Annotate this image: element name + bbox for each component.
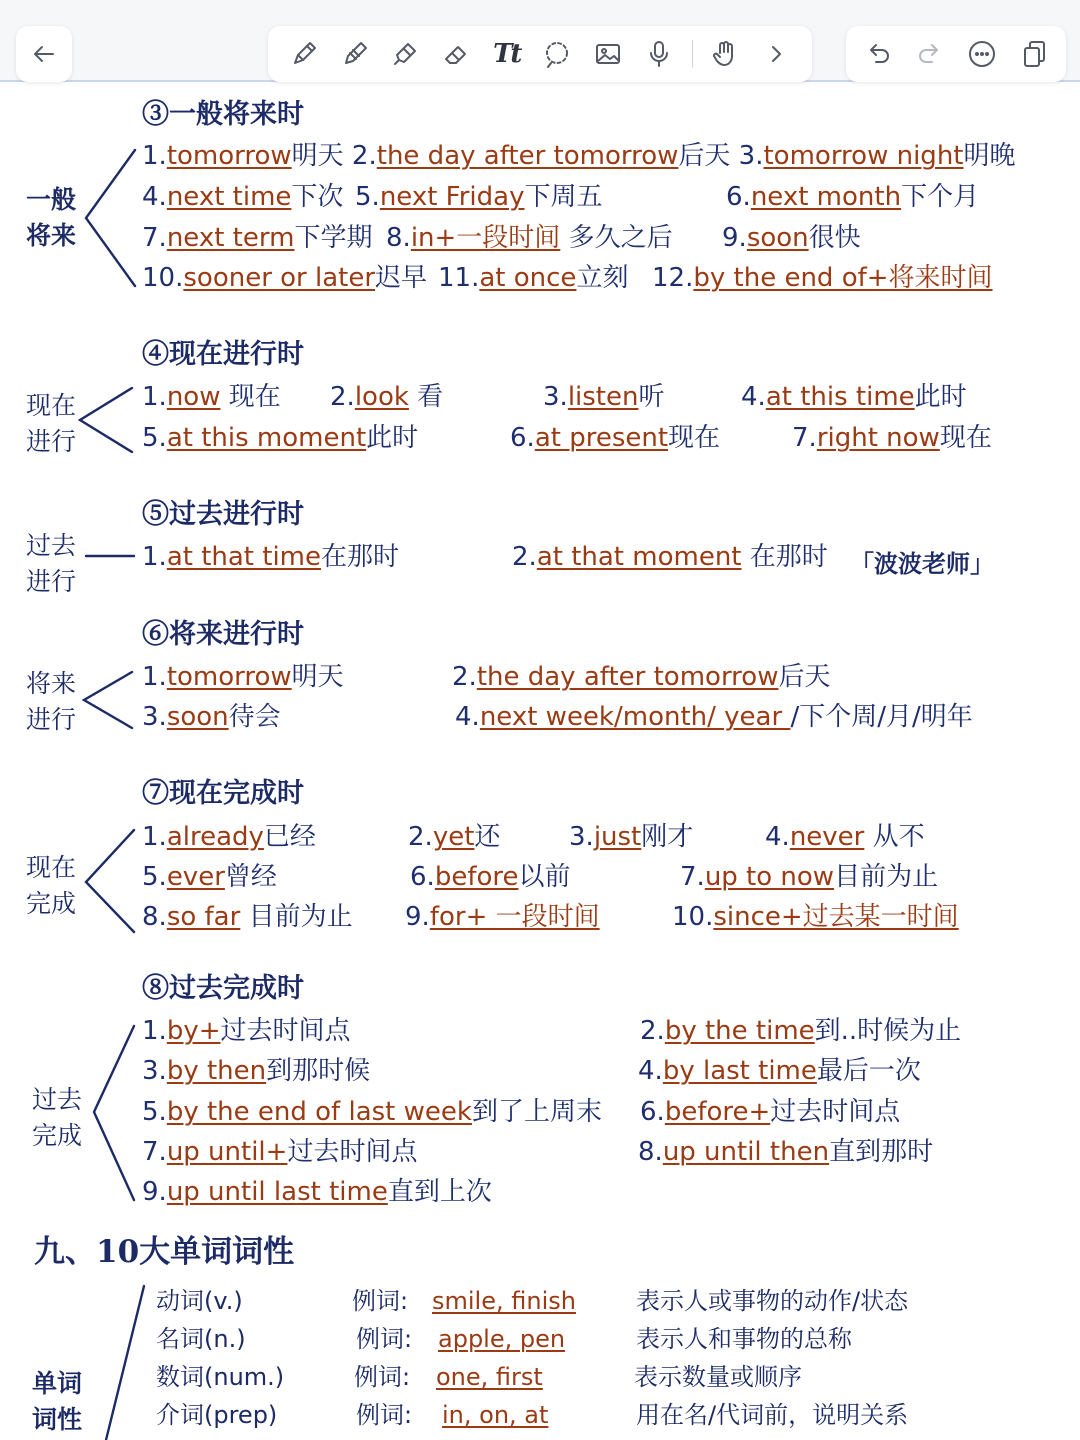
phrase: at that time	[166, 542, 322, 572]
side-label-future-simple	[26, 182, 86, 254]
phrase: look	[354, 382, 409, 412]
item-number: 2.	[512, 542, 537, 572]
item-past-perfect-9	[142, 1175, 492, 1209]
phrase: soon	[166, 702, 229, 732]
side-label-past-continuous	[26, 528, 86, 600]
meaning: 在那时	[741, 542, 828, 572]
meaning: 下周五	[524, 182, 603, 212]
pos-description: 用在名/代词前，说明关系	[636, 1401, 909, 1429]
pen-icon[interactable]	[286, 36, 322, 72]
meaning: 直到那时	[829, 1137, 934, 1167]
text-tool-icon[interactable]	[489, 36, 525, 72]
brace-present-perfect	[82, 828, 138, 934]
item-number: 4.	[741, 382, 766, 412]
item-past-perfect-3	[142, 1054, 370, 1088]
meaning: 最后一次	[816, 1056, 921, 1086]
pos-example	[432, 1285, 576, 1317]
eraser-icon[interactable]	[438, 36, 474, 72]
item-past-perfect-2	[640, 1014, 961, 1048]
meaning: 后天	[778, 662, 831, 692]
phrase: soon	[746, 223, 809, 253]
item-number: 6.	[640, 1097, 665, 1127]
phrase: by the end of last week	[166, 1097, 472, 1127]
item-number: 9.	[722, 223, 747, 253]
phrase-tomorrow-night: tomorrow night	[763, 141, 964, 171]
side-label-line: 现在	[26, 391, 77, 420]
pos-name: 介词(prep)	[156, 1401, 278, 1429]
pos-example	[438, 1323, 565, 1355]
phrase: sooner or later	[183, 263, 376, 293]
item-future-cont-3	[142, 700, 281, 734]
item-past-cont-1	[142, 540, 399, 574]
meaning: 很快	[808, 223, 861, 253]
phrase: up to now	[704, 862, 835, 892]
item-number: 5.	[355, 182, 380, 212]
chevron-right-icon[interactable]	[758, 36, 794, 72]
item-number: 4.	[142, 182, 167, 212]
meaning: 到那时候	[266, 1056, 371, 1086]
phrase: for+ 一段时间	[429, 902, 600, 932]
item-future-4	[142, 180, 343, 214]
pos-name: 名词(n.)	[156, 1325, 246, 1353]
item-perfect-2	[408, 820, 500, 854]
item-number: 7.	[142, 223, 167, 253]
phrase: at this moment	[166, 423, 367, 453]
phrase: before	[434, 862, 519, 892]
phrase: by the time	[664, 1016, 815, 1046]
phrase: next week/month/ year	[479, 702, 791, 732]
history-controls	[846, 26, 1066, 82]
pos-description: 表示数量或顺序	[634, 1363, 802, 1391]
item-number: 3.	[142, 702, 167, 732]
meaning: 目前为止	[834, 862, 939, 892]
item-number: 1.	[142, 542, 167, 572]
pencil-icon[interactable]	[337, 36, 373, 72]
item-present-4	[741, 380, 967, 414]
item-number: 4.	[455, 702, 480, 732]
item-number: 2.	[640, 1016, 665, 1046]
item-number: 1.	[142, 141, 167, 171]
item-number: 4.	[638, 1056, 663, 1086]
item-number: 8.	[638, 1137, 663, 1167]
pages-icon[interactable]	[1016, 36, 1052, 72]
phrase: up until then	[662, 1137, 830, 1167]
side-label-line: 过去	[32, 1085, 83, 1114]
row-future-1	[142, 139, 1016, 173]
meaning: 过去时间点	[770, 1097, 901, 1127]
item-future-7	[142, 221, 372, 255]
redo-icon[interactable]	[912, 36, 948, 72]
brace-future-continuous	[80, 670, 136, 732]
phrase: already	[166, 822, 264, 852]
item-future-12	[652, 261, 993, 295]
meaning: 后天 3.	[678, 141, 764, 171]
lasso-icon[interactable]	[539, 36, 575, 72]
phrase: since+过去某一时间	[713, 902, 959, 932]
hand-pointer-icon[interactable]	[707, 36, 743, 72]
item-perfect-8	[142, 900, 353, 934]
meaning: 目前为止	[240, 902, 353, 932]
phrase: at this time	[765, 382, 915, 412]
meaning: 听	[638, 382, 665, 412]
phrase: never	[789, 822, 865, 852]
pos-example-words: smile, finish	[432, 1287, 576, 1315]
phrase: by then	[166, 1056, 267, 1086]
phrase: ever	[166, 862, 225, 892]
meaning: 明天	[291, 662, 344, 692]
phrase: tomorrow	[166, 662, 292, 692]
side-label-line: 词性	[32, 1405, 83, 1434]
phrase: next month	[750, 182, 902, 212]
phrase: listen	[567, 382, 639, 412]
pos-example-words: in, on, at	[442, 1401, 549, 1429]
pos-description: 表示人和事物的总称	[636, 1325, 852, 1353]
item-past-perfect-7	[142, 1135, 417, 1169]
item-number: 10.	[672, 902, 714, 932]
phrase: so far	[166, 902, 241, 932]
item-number: 9.	[405, 902, 430, 932]
side-label-line: 现在	[26, 853, 77, 882]
side-label-line: 进行	[26, 427, 77, 456]
pos-example-label: 例词:	[356, 1401, 413, 1429]
pos-name: 动词(v.)	[156, 1287, 243, 1315]
item-present-7	[792, 421, 992, 455]
item-present-5	[142, 421, 418, 455]
meaning: 从不	[864, 822, 925, 852]
side-label-line: 完成	[32, 1121, 83, 1150]
item-number: 2.	[330, 382, 355, 412]
meaning: 刚才	[641, 822, 694, 852]
item-perfect-5	[142, 860, 277, 894]
side-label-line: 单词	[32, 1369, 83, 1398]
item-number: 9.	[142, 1177, 167, 1207]
section-title-present-continuous: ④现在进行时	[142, 339, 304, 370]
meaning: 待会	[228, 702, 281, 732]
arrow-left-icon[interactable]	[26, 36, 62, 72]
meaning: 多久之后	[560, 223, 673, 253]
item-future-8	[386, 221, 673, 255]
phrase: at present	[534, 423, 669, 453]
item-perfect-4	[765, 820, 925, 854]
meaning: 现在	[220, 382, 281, 412]
back-button[interactable]	[16, 26, 72, 82]
item-perfect-9	[405, 900, 600, 934]
item-past-perfect-8	[638, 1135, 933, 1169]
phrase: by the end of+将来时间	[693, 263, 993, 293]
text-tool-label: Tt	[493, 39, 521, 69]
meaning: 看	[408, 382, 444, 412]
meaning: 以前	[518, 862, 571, 892]
item-past-perfect-5	[142, 1095, 602, 1129]
item-perfect-7	[680, 860, 938, 894]
section-title-future-simple: ③一般将来时	[142, 99, 304, 130]
section-title-past-perfect: ⑧过去完成时	[142, 973, 304, 1004]
phrase: yet	[432, 822, 475, 852]
item-perfect-10	[672, 900, 959, 934]
connector-past-continuous	[84, 552, 136, 560]
item-number: 1.	[142, 1016, 167, 1046]
meaning: 此时	[914, 382, 967, 412]
image-icon[interactable]	[590, 36, 626, 72]
item-number: 6.	[410, 862, 435, 892]
item-number: 1.	[142, 662, 167, 692]
item-number: 1.	[142, 382, 167, 412]
item-number: 11.	[438, 263, 480, 293]
item-number: 6.	[510, 423, 535, 453]
pos-example-words: apple, pen	[438, 1325, 566, 1353]
item-past-perfect-1	[142, 1014, 351, 1048]
undo-icon[interactable]	[860, 36, 896, 72]
item-future-5	[355, 180, 603, 214]
item-number: 3.	[569, 822, 594, 852]
meaning: /下个周/月/明年	[790, 702, 973, 732]
phrase-tomorrow: tomorrow	[166, 141, 292, 171]
phrase: at that moment	[536, 542, 742, 572]
item-number: 2.	[452, 662, 477, 692]
meaning: 下个月	[901, 182, 980, 212]
item-number: 3.	[142, 1056, 167, 1086]
side-label-present-perfect	[26, 850, 86, 922]
item-number: 3.	[543, 382, 568, 412]
meaning: 立刻	[576, 263, 629, 293]
item-number: 8.	[386, 223, 411, 253]
item-number: 5.	[142, 862, 167, 892]
chapter-title: 九、10大单词词性	[34, 1234, 295, 1270]
section-title-future-continuous: ⑥将来进行时	[142, 619, 304, 650]
phrase: next Friday	[379, 182, 525, 212]
meaning: 直到上次	[387, 1177, 492, 1207]
meaning: 明天 2.	[291, 141, 377, 171]
side-label-line: 进行	[26, 705, 77, 734]
phrase: before+	[664, 1097, 771, 1127]
phrase: now	[166, 382, 221, 412]
item-number: 4.	[765, 822, 790, 852]
item-number: 6.	[726, 182, 751, 212]
more-icon[interactable]	[964, 36, 1000, 72]
phrase: the day after tomorrow	[476, 662, 779, 692]
author-tag: 「波波老师」	[850, 550, 994, 578]
highlighter-icon[interactable]	[387, 36, 423, 72]
item-present-3	[543, 380, 665, 414]
item-past-perfect-6	[640, 1095, 900, 1129]
phrase: up until+	[166, 1137, 288, 1167]
item-number: 8.	[142, 902, 167, 932]
meaning: 此时	[366, 423, 419, 453]
item-present-6	[510, 421, 720, 455]
item-perfect-1	[142, 820, 316, 854]
side-label-line: 一般	[26, 185, 77, 214]
brace-present-continuous	[76, 386, 136, 456]
toolbar	[0, 0, 1080, 82]
phrase: next time	[166, 182, 292, 212]
phrase: at once	[479, 263, 577, 293]
meaning: 现在	[939, 423, 992, 453]
meaning: 曾经	[224, 862, 277, 892]
meaning: 到了上周末	[471, 1097, 602, 1127]
item-number: 5.	[142, 423, 167, 453]
phrase: by+	[166, 1016, 221, 1046]
item-number: 1.	[142, 822, 167, 852]
phrase: by last time	[662, 1056, 817, 1086]
tool-palette	[268, 26, 812, 82]
side-label-past-perfect	[32, 1082, 92, 1154]
item-future-10	[142, 261, 427, 295]
meaning: 迟早	[375, 263, 428, 293]
item-future-9	[722, 221, 861, 255]
meaning: 下学期	[294, 223, 373, 253]
pos-example	[442, 1399, 548, 1431]
item-future-6	[726, 180, 979, 214]
phrase: in+一段时间	[410, 223, 561, 253]
meaning: 已经	[263, 822, 316, 852]
side-label-line: 完成	[26, 889, 77, 918]
meaning: 过去时间点	[220, 1016, 351, 1046]
phrase: up until last time	[166, 1177, 388, 1207]
item-number: 7.	[680, 862, 705, 892]
side-label-parts-of-speech	[32, 1366, 92, 1438]
item-future-cont-1	[142, 660, 344, 694]
item-past-perfect-4	[638, 1054, 921, 1088]
pos-description: 表示人或事物的动作/状态	[636, 1287, 909, 1315]
side-label-future-continuous	[26, 666, 86, 738]
toolbar-divider	[692, 40, 693, 68]
item-present-1	[142, 380, 281, 414]
meaning: 在那时	[321, 542, 400, 572]
meaning: 到..时候为止	[814, 1016, 962, 1046]
meaning: 现在	[668, 423, 721, 453]
pos-example-label: 例词:	[356, 1325, 413, 1353]
item-present-2	[330, 380, 443, 414]
meaning: 还	[474, 822, 501, 852]
section-title-past-continuous: ⑤过去进行时	[142, 499, 304, 530]
section-title-present-perfect: ⑦现在完成时	[142, 778, 304, 809]
meaning: 下次	[291, 182, 344, 212]
item-future-11	[438, 261, 628, 295]
phrase-day-after-tomorrow: the day after tomorrow	[376, 141, 679, 171]
meaning: 明晚	[963, 141, 1016, 171]
item-future-cont-4	[455, 700, 973, 734]
pos-example-label: 例词:	[352, 1287, 409, 1315]
phrase: right now	[816, 423, 940, 453]
item-perfect-6	[410, 860, 571, 894]
phrase: just	[593, 822, 642, 852]
pos-example-label: 例词:	[354, 1363, 411, 1391]
brace-future-simple	[80, 148, 140, 290]
brace-parts-of-speech	[102, 1284, 148, 1440]
side-label-line: 将来	[26, 669, 77, 698]
item-future-cont-2	[452, 660, 830, 694]
item-perfect-3	[569, 820, 693, 854]
item-number: 7.	[792, 423, 817, 453]
phrase: next term	[166, 223, 295, 253]
side-label-line: 将来	[26, 221, 77, 250]
item-past-cont-2	[512, 540, 828, 574]
side-label-line: 过去	[26, 531, 77, 560]
pos-example-words: one, first	[436, 1363, 543, 1391]
item-number: 10.	[142, 263, 184, 293]
brace-past-perfect	[90, 1024, 138, 1204]
item-number: 7.	[142, 1137, 167, 1167]
pos-example	[436, 1361, 543, 1393]
item-number: 5.	[142, 1097, 167, 1127]
item-number: 12.	[652, 263, 694, 293]
microphone-icon[interactable]	[641, 36, 677, 72]
meaning: 过去时间点	[287, 1137, 418, 1167]
side-label-line: 进行	[26, 567, 77, 596]
item-number: 2.	[408, 822, 433, 852]
pos-name: 数词(num.)	[156, 1363, 285, 1391]
